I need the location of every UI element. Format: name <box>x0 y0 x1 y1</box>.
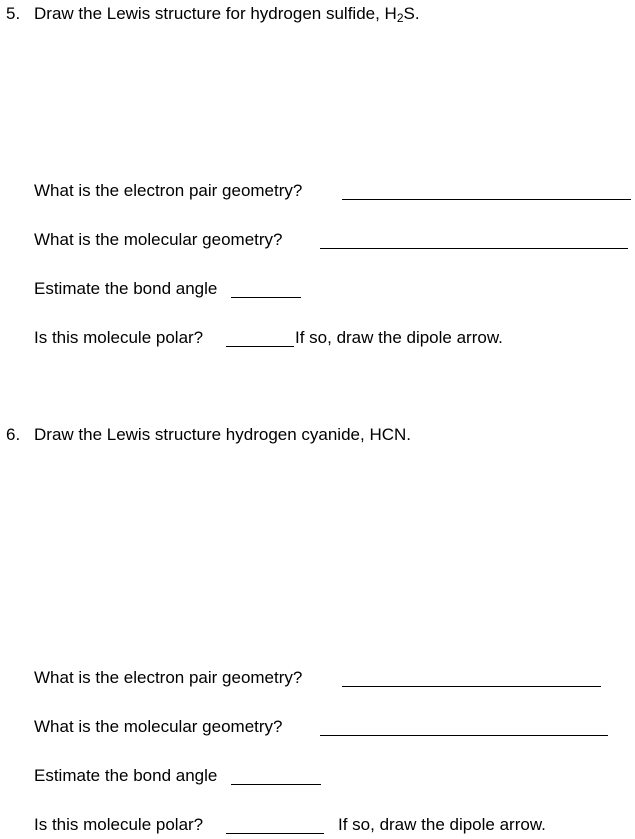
q5-molecular-geometry-blank[interactable] <box>320 248 628 249</box>
q6-molecular-geometry-blank[interactable] <box>320 735 608 736</box>
q5-prompt-prefix: Draw the Lewis structure for hydrogen sulfide, H <box>34 4 397 23</box>
q5-bond-angle-label: Estimate the bond angle <box>34 279 218 298</box>
q5-bond-angle-blank[interactable] <box>231 297 301 298</box>
q5-prompt <box>34 4 420 24</box>
q6-electron-pair-geometry-blank[interactable] <box>342 686 601 687</box>
q6-bond-angle-label: Estimate the bond angle <box>34 766 218 785</box>
q5-prompt-subscript: 2 <box>396 11 404 25</box>
q6-polar-label: Is this molecule polar? <box>34 815 204 834</box>
q6-heading <box>0 425 635 445</box>
q5-heading <box>0 4 635 24</box>
q6-bond-angle-blank[interactable] <box>231 784 321 785</box>
q5-polar-label: Is this molecule polar? <box>34 328 204 347</box>
q5-polar-blank[interactable] <box>226 346 294 347</box>
q5-electron-pair-geometry-blank[interactable] <box>342 199 631 200</box>
q6-dipole-text: If so, draw the dipole arrow. <box>338 815 546 834</box>
q5-dipole-text: If so, draw the dipole arrow. <box>295 328 503 347</box>
q6-number: 6. <box>6 425 21 444</box>
q5-prompt-suffix: S. <box>403 4 420 23</box>
q6-electron-pair-geometry-label: What is the electron pair geometry? <box>34 668 303 687</box>
q6-polar-blank[interactable] <box>226 833 324 834</box>
q5-number: 5. <box>6 4 21 23</box>
q6-molecular-geometry-label: What is the molecular geometry? <box>34 717 283 736</box>
q6-prompt: Draw the Lewis structure hydrogen cyanide, HCN. <box>34 425 411 444</box>
q5-electron-pair-geometry-label: What is the electron pair geometry? <box>34 181 303 200</box>
q5-molecular-geometry-label: What is the molecular geometry? <box>34 230 283 249</box>
